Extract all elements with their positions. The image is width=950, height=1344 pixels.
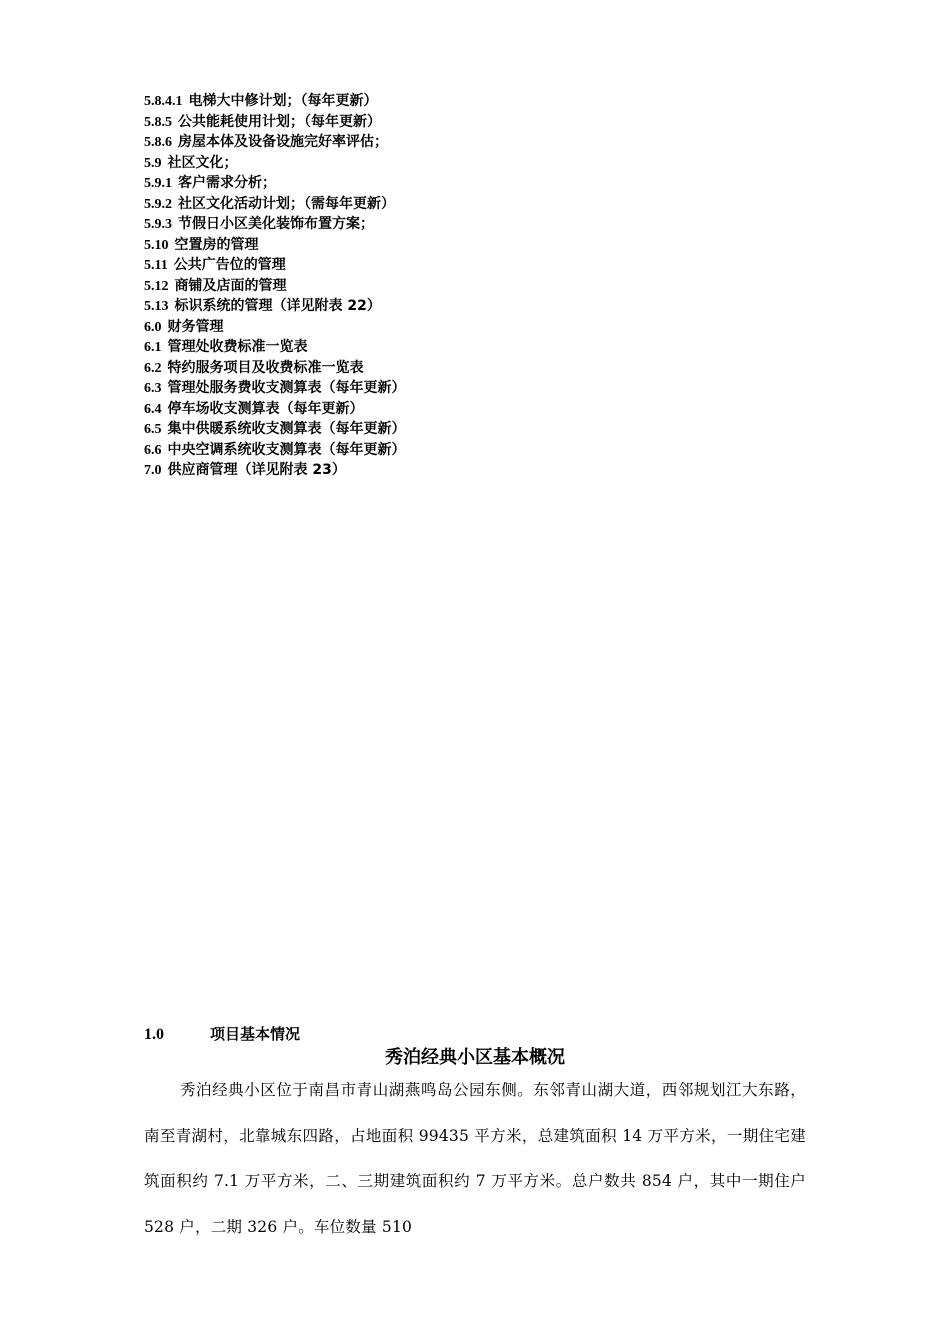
- toc-item: [144, 296, 844, 317]
- toc-item-number: 5.8.5: [144, 114, 172, 130]
- toc-item-text: 停车场收支测算表（每年更新）: [167, 400, 364, 417]
- toc-item-number: 6.3: [144, 381, 162, 396]
- toc-item-number: 5.12: [144, 278, 169, 294]
- section-number: 1.0: [144, 1026, 164, 1043]
- toc-item: [144, 235, 844, 256]
- toc-item-number: 5.13: [144, 299, 169, 314]
- toc-item-text: 集中供暖系统收支测算表（每年更新）: [167, 421, 406, 437]
- toc-item: [144, 214, 844, 235]
- toc-item: [144, 358, 844, 379]
- toc-item-number: 5.9: [144, 155, 162, 171]
- toc-item: [144, 276, 844, 297]
- toc-item-text: 社区文化；: [167, 154, 238, 171]
- toc-item: [144, 173, 844, 194]
- table-of-contents: [144, 91, 844, 481]
- toc-item: [144, 378, 844, 399]
- toc-item-text: 空置房的管理: [174, 236, 259, 253]
- toc-item-number: 5.9.2: [144, 196, 172, 212]
- toc-item: [144, 194, 844, 215]
- toc-item-text: 公共广告位的管理: [173, 257, 286, 273]
- toc-item-number: 7.0: [144, 463, 162, 478]
- toc-item-text: 商铺及店面的管理: [174, 277, 287, 294]
- toc-item-text: 财务管理: [167, 318, 224, 335]
- toc-item-number: 5.8.4.1: [144, 94, 183, 109]
- toc-item-text: 房屋本体及设备设施完好率评估；: [178, 134, 388, 150]
- toc-item: [144, 337, 844, 358]
- toc-item: [144, 132, 844, 153]
- toc-item-number: 5.8.6: [144, 135, 172, 150]
- toc-item-text: 标识系统的管理（详见附表 22）: [174, 298, 381, 314]
- toc-item-number: 6.0: [144, 319, 162, 335]
- toc-item-text: 公共能耗使用计划；（每年更新）: [178, 113, 381, 130]
- toc-item-text: 节假日小区美化装饰布置方案；: [178, 216, 374, 232]
- toc-item-number: 6.4: [144, 401, 162, 417]
- toc-item-text: 客户需求分析；: [178, 175, 276, 191]
- toc-item: [144, 419, 844, 440]
- toc-item-text: 管理处服务费收支测算表（每年更新）: [167, 380, 406, 396]
- toc-item-text: 特约服务项目及收费标准一览表: [167, 359, 364, 376]
- toc-item-number: 6.2: [144, 360, 162, 376]
- toc-item-number: 5.9.3: [144, 217, 172, 232]
- toc-item-number: 6.1: [144, 340, 162, 355]
- section-title: 项目基本情况: [210, 1025, 301, 1043]
- toc-item-number: 5.9.1: [144, 176, 172, 191]
- toc-item-number: 6.5: [144, 422, 162, 437]
- toc-item-text: 电梯大中修计划；（每年更新）: [188, 93, 378, 109]
- toc-item-number: 5.10: [144, 237, 169, 253]
- body-paragraph: 秀泊经典小区位于南昌市青山湖燕鸣岛公园东侧。东邻青山湖大道，西邻规划江大东路，南至青湖村，北靠城东四路，占地面积 99435 平方米，总建筑面积 14 万平方米，一期住宅建筑面积约 7.1 万平方米，二、三期建筑面积约 7 万平方米。总户数共 854 户，其中一期住户 528 户，二期 326 户。车位数量 510: [144, 1081, 806, 1236]
- toc-item: [144, 112, 844, 133]
- toc-item-text: 社区文化活动计划；（需每年更新）: [178, 195, 395, 212]
- toc-item-text: 中央空调系统收支测算表（每年更新）: [167, 441, 406, 458]
- toc-item-text: 供应商管理（详见附表 23）: [167, 462, 346, 478]
- toc-item: [144, 317, 844, 338]
- toc-item: [144, 399, 844, 420]
- toc-item-number: 5.11: [144, 258, 168, 273]
- toc-item: [144, 91, 844, 112]
- toc-item: [144, 440, 844, 461]
- toc-item-number: 6.6: [144, 442, 162, 458]
- toc-item-text: 管理处收费标准一览表: [167, 339, 308, 355]
- toc-item: [144, 460, 844, 481]
- document-title: 秀泊经典小区基本概况: [385, 1047, 565, 1068]
- toc-item: [144, 255, 844, 276]
- toc-item: [144, 153, 844, 174]
- section-heading: [144, 1022, 300, 1047]
